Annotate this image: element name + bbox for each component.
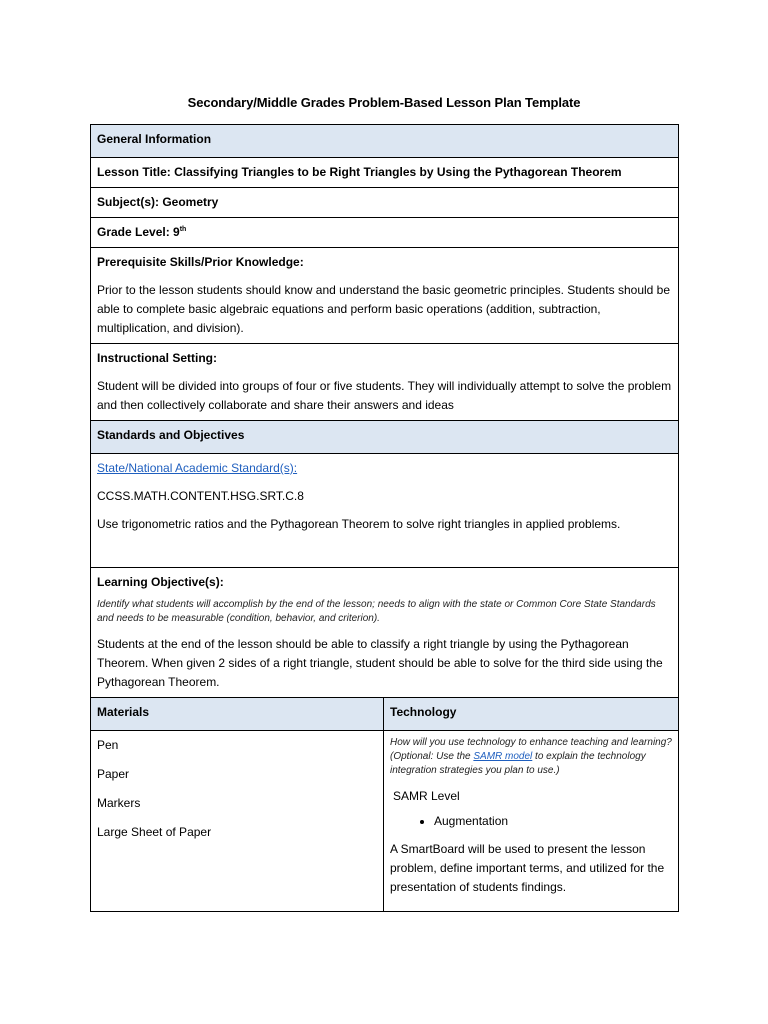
grade-level-label: Grade Level: 9: [97, 225, 180, 239]
setting-label: Instructional Setting:: [97, 351, 217, 365]
page-title: Secondary/Middle Grades Problem-Based Lesson Plan Template: [187, 95, 581, 110]
samr-model-link[interactable]: SAMR model: [473, 751, 533, 762]
setting-text: Student will be divided into groups of four or five students. They will individually attempt to solve the problem and then collectively collaborate and share their answers and ideas: [97, 379, 672, 412]
section-heading: Standards and Objectives: [91, 421, 679, 454]
materials-technology-header: [91, 698, 679, 731]
lesson-title: Lesson Title: Classifying Triangles to be Right Triangles by Using the Pythagorean Theorem: [91, 158, 679, 188]
standard-code: CCSS.MATH.CONTENT.HSG.SRT.C.8: [97, 489, 304, 503]
academic-standards: [91, 454, 679, 568]
grade-level-suffix: th: [179, 226, 187, 233]
objectives-label: Learning Objective(s):: [97, 575, 224, 589]
prerequisite-text: Prior to the lesson students should know and understand the basic geometric principles. Students should be able to complete basic algebraic equations and perform basic operations (addition, subtraction, multiplication, and division).: [97, 283, 671, 335]
material-item: Paper: [97, 767, 130, 781]
technology-hint: [390, 736, 672, 778]
lesson-plan-table: [90, 124, 679, 912]
technology-usage: A SmartBoard will be used to present the lesson problem, define important terms, and utilized for the presentation of students findings.: [390, 842, 665, 894]
samr-level-item: • Augmentation: [434, 812, 672, 831]
material-item: Pen: [97, 738, 119, 752]
section-heading: General Information: [91, 125, 679, 158]
standard-description: Use trigonometric ratios and the Pythagorean Theorem to solve right triangles in applied problems.: [97, 517, 621, 531]
technology-details: [384, 731, 679, 912]
subject: Subject(s): Geometry: [91, 188, 679, 218]
samr-level-list: [390, 812, 672, 831]
grade-level: [91, 218, 679, 248]
objectives-text: Students at the end of the lesson should be able to classify a right triangle by using the Pythagorean Theorem. When given 2 sides of a right triangle, student should be able to solve for the third side using the Pythagorean Theorem.: [97, 637, 663, 689]
standards-objectives-header: [91, 421, 679, 454]
instructional-setting: [91, 344, 679, 421]
samr-level-label: SAMR Level: [393, 789, 460, 803]
general-information-header: [91, 125, 679, 158]
prerequisite-skills: [91, 248, 679, 344]
learning-objectives: [91, 568, 679, 698]
standard-link[interactable]: State/National Academic Standard(s):: [97, 461, 298, 475]
materials-heading: Materials: [91, 698, 384, 731]
prerequisite-label: Prerequisite Skills/Prior Knowledge:: [97, 255, 304, 269]
materials-list: [91, 731, 384, 912]
technology-heading: Technology: [384, 698, 679, 731]
objectives-hint: Identify what students will accomplish by the end of the lesson; needs to align with the state or Common Core State Standards and needs to be measurable (condition, behavior, and criterion).: [97, 599, 656, 624]
material-item: Large Sheet of Paper: [97, 825, 212, 839]
material-item: Markers: [97, 796, 141, 810]
hint-text-end: to explain the technology integration strategies you plan to use.): [390, 751, 646, 776]
hint-text-start: How will you use technology to enhance teaching and learning? (Optional: Use the: [390, 737, 672, 762]
